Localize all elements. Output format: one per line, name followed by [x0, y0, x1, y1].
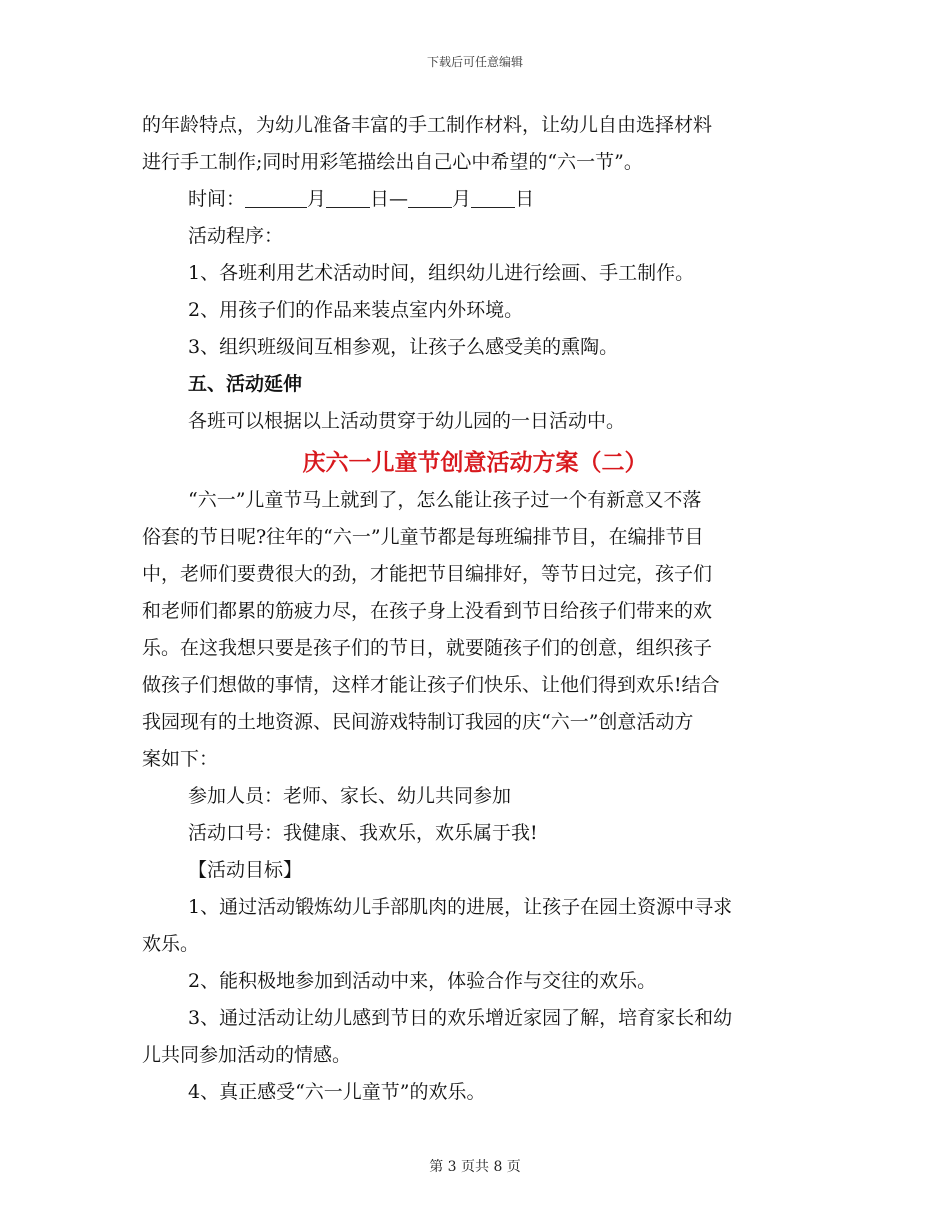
- procedure-item-1: 1、各班利用艺术活动时间，组织幼儿进行绘画、手工制作。: [188, 262, 695, 284]
- month-label-2: 月: [452, 188, 472, 210]
- time-label: 时间：: [188, 188, 246, 210]
- paragraph-line: 和老师们都累的筋疲力尽，在孩子身上没看到节日给孩子们带来的欢: [142, 600, 713, 622]
- goals-heading: 【活动目标】: [188, 859, 303, 881]
- month-blank-2: [408, 187, 452, 208]
- goal-1-line-2: 欢乐。: [142, 933, 200, 955]
- goal-4: 4、真正感受“六一儿童节”的欢乐。: [188, 1081, 486, 1103]
- intro-line-2: 进行手工制作;同时用彩笔描绘出自己心中希望的“六一节”。: [142, 151, 643, 173]
- paragraph-line: 我园现有的土地资源、民间游戏特制订我园的庆“六一”创意活动方: [142, 711, 694, 733]
- section-heading: 五、活动延伸: [188, 373, 303, 395]
- goal-3-line-1: 3、通过活动让幼儿感到节日的欢乐增近家园了解，培育家长和幼: [188, 1007, 733, 1029]
- paragraph-line: 案如下：: [142, 748, 219, 770]
- goal-1-line-1: 1、通过活动锻炼幼儿手部肌肉的进展，让孩子在园土资源中寻求: [188, 896, 733, 918]
- procedure-item-2: 2、用孩子们的作品来装点室内外环境。: [188, 299, 524, 321]
- procedure-label: 活动程序：: [188, 225, 284, 247]
- paragraph-line: 俗套的节日呢?往年的“六一”儿童节都是每班编排节目，在编排节目: [142, 526, 704, 548]
- document-body: [142, 107, 808, 1111]
- day-blank: [326, 187, 370, 208]
- document-title: 庆六一儿童节创意活动方案（二）: [302, 450, 648, 476]
- day-label-1: 日: [370, 188, 390, 210]
- procedure-item-3: 3、组织班级间互相参观，让孩子么感受美的熏陶。: [188, 336, 619, 358]
- slogan-line: 活动口号：我健康、我欢乐，欢乐属于我!: [188, 822, 538, 844]
- paragraph-line: 乐。在这我想只要是孩子们的节日，就要随孩子们的创意，组织孩子: [142, 637, 713, 659]
- participants-line: 参加人员：老师、家长、幼儿共同参加: [188, 785, 512, 807]
- day-label-2: 日: [515, 188, 535, 210]
- time-line: [142, 181, 808, 218]
- page-footer: 第 3 页共 8 页: [429, 1159, 521, 1175]
- intro-line-1: 的年龄特点，为幼儿准备丰富的手工制作材料，让幼儿自由选择材料: [142, 114, 713, 136]
- section-text: 各班可以根据以上活动贯穿于幼儿园的一日活动中。: [188, 410, 626, 432]
- goal-2: 2、能积极地参加到活动中来，体验合作与交往的欢乐。: [188, 970, 657, 992]
- paragraph-line: 做孩子们想做的事情，这样才能让孩子们快乐、让他们得到欢乐!结合: [142, 674, 720, 696]
- time-dash: —: [389, 188, 409, 210]
- paragraph-line: 中，老师们要费很大的劲，才能把节目编排好，等节日过完，孩子们: [142, 563, 713, 585]
- paragraph-line: “六一”儿童节马上就到了，怎么能让孩子过一个有新意又不落: [188, 489, 702, 511]
- month-label-1: 月: [307, 188, 327, 210]
- day-blank-2: [471, 187, 515, 208]
- goal-3-line-2: 儿共同参加活动的情感。: [142, 1044, 352, 1066]
- month-blank: [245, 187, 307, 208]
- page-header: 下载后可任意编辑: [426, 55, 523, 69]
